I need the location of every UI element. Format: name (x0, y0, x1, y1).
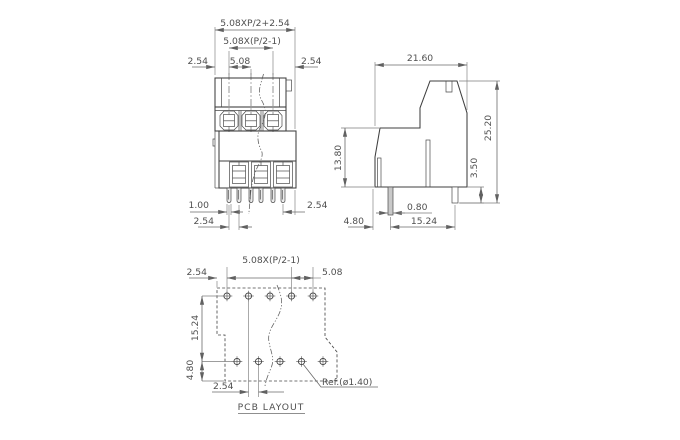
pcb-layout-title (238, 402, 305, 414)
dim-label: 5.08 (229, 56, 251, 67)
dim-label: 2.54 (187, 56, 208, 67)
dim-label: 5.08 (322, 267, 343, 278)
dim-label: 4.80 (343, 216, 364, 227)
dim-label: 2.54 (213, 381, 234, 392)
pcb-break-line (265, 285, 282, 386)
pcb-outline (217, 288, 337, 381)
pcb-pads-top-row (222, 291, 319, 302)
dim-label: 15.24 (410, 216, 438, 227)
dim-label: 5.08X(P/2-1) (242, 255, 300, 266)
dim-label: 25.20 (483, 114, 494, 142)
front-view-dimensions (188, 18, 328, 230)
pcb-dimensions (185, 255, 378, 397)
hole-ref-label: Ref.(ø1.40) (322, 377, 373, 388)
dim-label: 4.80 (185, 359, 196, 381)
dim-label: 21.60 (406, 53, 434, 64)
pcb-pads-bottom-row (232, 356, 329, 367)
side-view-body (375, 81, 467, 215)
dim-label: 5.08XP/2+2.54 (220, 18, 290, 29)
dim-label: 2.54 (301, 56, 322, 67)
pcb-layout (185, 255, 378, 414)
front-view (188, 18, 328, 230)
dim-label: 2.54 (193, 216, 214, 227)
pcb-layout-title-text: PCB LAYOUT (237, 402, 305, 413)
side-view-dimensions (333, 53, 500, 230)
dim-label: 1.00 (188, 200, 209, 211)
dim-label: 5.08X(P/2-1) (223, 36, 281, 47)
dim-label: 0.80 (407, 202, 428, 213)
dim-label: 15.24 (190, 314, 201, 342)
front-view-body (213, 78, 296, 203)
dim-label: 2.54 (186, 267, 207, 278)
side-view (333, 53, 500, 230)
dim-label: 3.50 (469, 157, 480, 179)
dim-label: 13.80 (333, 144, 344, 172)
dim-label: 2.54 (307, 200, 328, 211)
